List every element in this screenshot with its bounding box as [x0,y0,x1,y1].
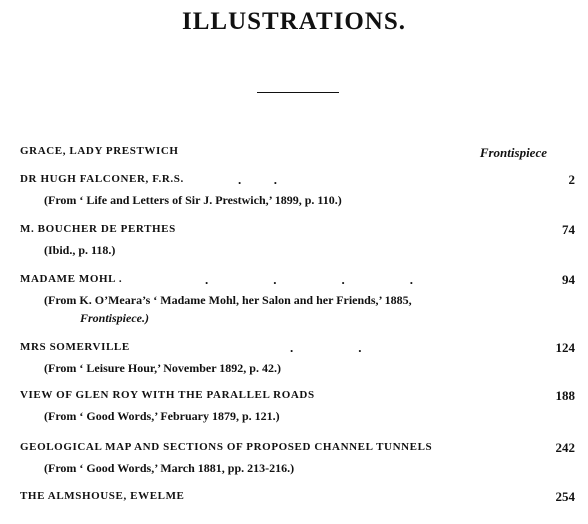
page-number: 124 [555,340,575,355]
page-number: 2 [568,172,575,187]
illustration-source: (From ‘ Leisure Hour,’ November 1892, p. 42.) [44,361,281,375]
leader-dots: . . [290,340,362,355]
list-item [20,389,575,425]
page-number: 74 [562,222,575,237]
illustration-title: GEOLOGICAL MAP AND SECTIONS OF PROPOSED CHANNEL TUNNELS [20,441,433,453]
list-item [20,173,575,209]
illustration-title: VIEW OF GLEN ROY WITH THE PARALLEL ROADS [20,389,315,401]
leader-dots: . . [238,172,277,187]
page-number: 254 [555,489,575,504]
page-title: ILLUSTRATIONS. [181,8,407,35]
illustration-source: (From ‘ Good Words,’ February 1879, p. 121.) [44,409,280,423]
illustration-title: M. BOUCHER DE PERTHES [20,223,176,235]
illustration-title: MRS SOMERVILLE [20,341,130,353]
illustration-source: (From ‘ Good Words,’ March 1881, pp. 213-216.) [44,461,295,475]
page-number: 242 [555,440,575,455]
illustration-title: MADAME MOHL . [20,273,123,285]
illustration-title: THE ALMSHOUSE, EWELME [20,490,185,502]
list-item [20,490,575,508]
illustration-source: (From K. O’Meara’s ‘ Madame Mohl, her Salon and her Friends,’ 1885, [44,293,412,307]
leader-dots: . . . . [205,272,413,287]
page-number: 94 [562,272,575,287]
illustration-source: (Ibid., p. 118.) [44,243,116,257]
list-item [20,441,575,477]
list-item [20,145,575,163]
illustration-title: GRACE, LADY PRESTWICH [20,145,179,157]
illustration-source-continued: Frontispiece.) [80,311,149,325]
illustration-source: (From ‘ Life and Letters of Sir J. Prestwich,’ 1899, p. 110.) [44,193,342,207]
page-reference: Frontispiece [479,145,547,160]
title-divider [257,92,339,93]
list-item [20,273,575,327]
page-number: 188 [555,388,575,403]
illustration-title: DR HUGH FALCONER, F.R.S. [20,173,184,185]
list-item [20,341,575,377]
list-item [20,223,575,259]
